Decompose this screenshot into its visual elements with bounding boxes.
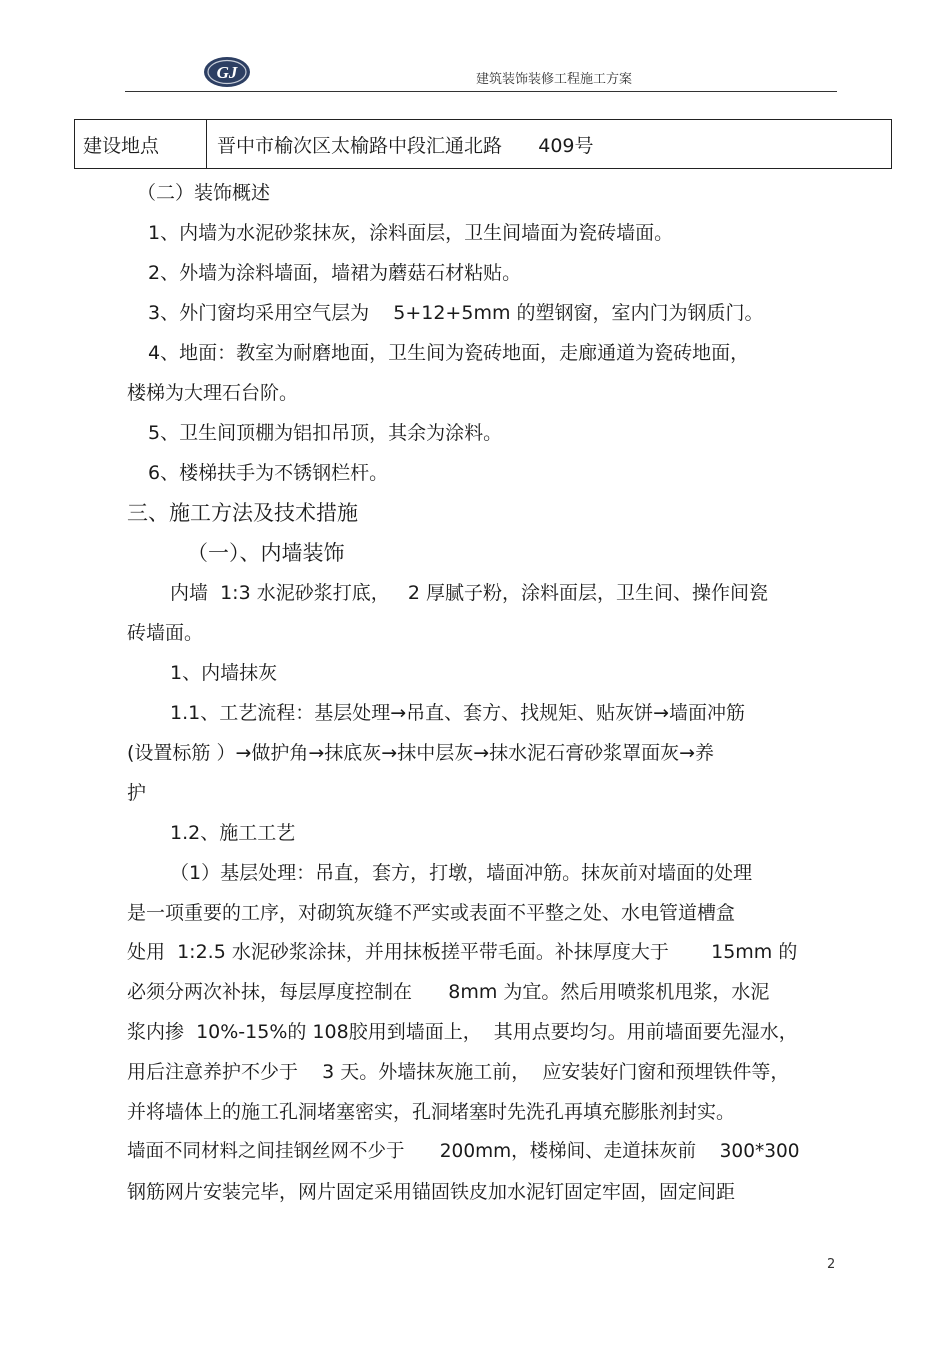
paragraph-line: 钢筋网片安装完毕，网片固定采用锚固铁皮加水泥钉固定牢固，固定间距: [127, 1181, 736, 1203]
company-logo: [203, 56, 251, 88]
paragraph-line: 浆内掺 10%-15%的 108胶用到墙面上， 其用点要均匀。用前墙面要先湿水，: [127, 1021, 798, 1043]
logo-text: GJ: [216, 63, 238, 82]
paragraph-line: 用后注意养护不少于 3 天。外墙抹灰施工前， 应安装好门窗和预埋铁件等，: [127, 1061, 790, 1083]
location-table: [74, 119, 892, 169]
subsection-heading: （一）、内墙装饰: [187, 541, 345, 565]
paragraph-line: 必须分两次补抹，每层厚度控制在 8mm 为宜。然后用喷浆机甩浆，水泥: [127, 981, 770, 1003]
paragraph-line: 处用 1:2.5 水泥砂浆涂抹，并用抹板搓平带毛面。补抹厚度大于 15mm 的: [127, 941, 798, 963]
paragraph-line: 3、外门窗均采用空气层为 5+12+5mm 的塑钢窗，室内门为钢质门。: [148, 302, 764, 324]
header-divider: [125, 91, 837, 92]
paragraph-line: 4、地面：教室为耐磨地面，卫生间为瓷砖地面，走廊通道为瓷砖地面，: [148, 342, 750, 364]
subsection-heading: 1、内墙抹灰: [170, 662, 278, 684]
paragraph-line: （1）基层处理：吊直，套方，打墩，墙面冲筋。抹灰前对墙面的处理: [170, 862, 753, 884]
location-label: 建设地点: [75, 120, 207, 168]
paragraph-line: 5、卫生间顶棚为铝扣吊顶，其余为涂料。: [148, 422, 503, 444]
paragraph-line: 是一项重要的工序，对砌筑灰缝不严实或表面不平整之处、水电管道槽盒: [127, 902, 736, 924]
section-heading: 三、施工方法及技术措施: [127, 501, 358, 525]
location-value: 晋中市榆次区太榆路中段汇通北路 409号: [217, 134, 594, 157]
section-heading: （二）装饰概述: [137, 182, 271, 204]
paragraph-line: (设置标筋 ）→做护角→抹底灰→抹中层灰→抹水泥石膏砂浆罩面灰→养: [127, 742, 715, 764]
paragraph-line: 并将墙体上的施工孔洞堵塞密实，孔洞堵塞时先洗孔再填充膨胀剂封实。: [127, 1101, 736, 1123]
paragraph-line: 护: [127, 782, 147, 804]
paragraph-line: 墙面不同材料之间挂钢丝网不少于 200mm，楼梯间、走道抹灰前 300*300: [127, 1141, 800, 1162]
paragraph-line: 楼梯为大理石台阶。: [127, 382, 299, 404]
paragraph-line: 6、楼梯扶手为不锈钢栏杆。: [148, 462, 389, 484]
page-number: 2: [827, 1257, 836, 1272]
paragraph-line: 内墙 1:3 水泥砂浆打底， 2 厚腻子粉，涂料面层，卫生间、操作间瓷: [170, 582, 768, 604]
paragraph-line: 1、内墙为水泥砂浆抹灰，涂料面层，卫生间墙面为瓷砖墙面。: [148, 222, 674, 244]
header-title: 建筑装饰装修工程施工方案: [476, 72, 633, 87]
paragraph-line: 2、外墙为涂料墙面，墙裙为蘑菇石材粘贴。: [148, 262, 522, 284]
paragraph-line: 1.1、工艺流程：基层处理→吊直、套方、找规矩、贴灰饼→墙面冲筋: [170, 702, 746, 724]
subsection-heading: 1.2、施工工艺: [170, 822, 296, 844]
paragraph-line: 砖墙面。: [127, 622, 204, 644]
